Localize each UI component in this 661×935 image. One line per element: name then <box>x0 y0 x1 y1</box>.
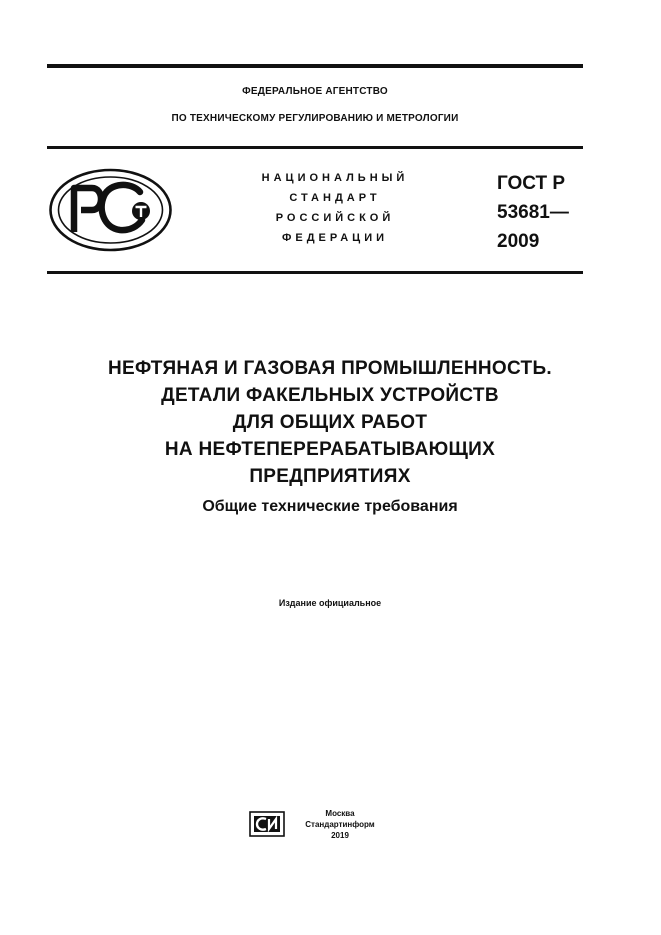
edition-note: Издание официальное <box>278 598 382 608</box>
imprint-year: 2019 <box>331 831 349 840</box>
standard-code: ГОСТ Р 53681— 2009 <box>497 173 569 252</box>
title-line: ДЛЯ ОБЩИХ РАБОТ <box>232 412 428 433</box>
national-standard-line: ФЕДЕРАЦИИ <box>281 232 389 244</box>
standartinform-logo-icon <box>249 811 285 837</box>
imprint-city: Москва <box>325 809 355 818</box>
title-line: НА НЕФТЕПЕРЕРАБАТЫВАЮЩИХ <box>164 439 496 460</box>
national-standard-line: РОССИЙСКОЙ <box>275 212 395 224</box>
middle-rule <box>47 146 583 149</box>
rst-certification-emblem-icon <box>48 168 173 252</box>
title-line: ПРЕДПРИЯТИЯХ <box>249 466 411 487</box>
document-subtitle: Общие технические требования <box>202 498 458 515</box>
national-standard-line: СТАНДАРТ <box>289 192 381 204</box>
bottom-rule <box>47 271 583 274</box>
agency-name-line1: ФЕДЕРАЛЬНОЕ АГЕНТСТВО <box>242 86 388 97</box>
document-title <box>30 355 630 490</box>
imprint-publisher: Стандартинформ <box>305 820 375 829</box>
agency-name-line2: ПО ТЕХНИЧЕСКОМУ РЕГУЛИРОВАНИЮ И МЕТРОЛОГИИ <box>171 113 459 124</box>
title-line: ДЕТАЛИ ФАКЕЛЬНЫХ УСТРОЙСТВ <box>161 385 499 406</box>
imprint <box>292 808 388 841</box>
national-standard-line: НАЦИОНАЛЬНЫЙ <box>261 172 409 184</box>
top-rule <box>47 64 583 68</box>
title-line: НЕФТЯНАЯ И ГАЗОВАЯ ПРОМЫШЛЕННОСТЬ. <box>108 358 552 379</box>
